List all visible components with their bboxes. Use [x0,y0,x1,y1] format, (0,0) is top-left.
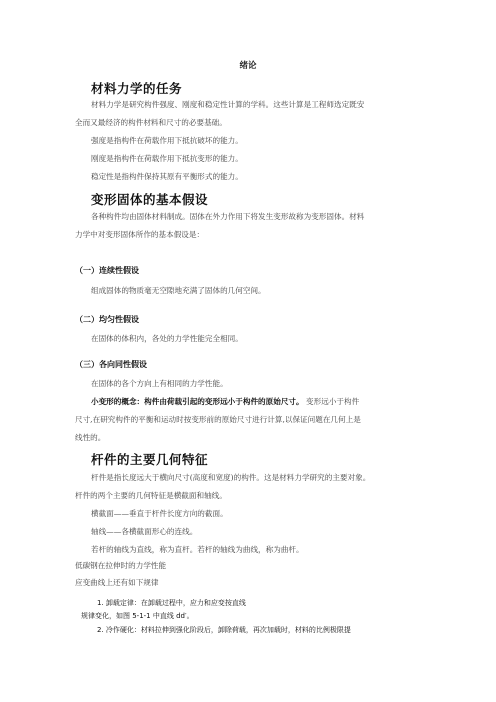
straight-curved-rod: 若杆的轴线为直线，称为直杆。若杆的轴线为曲线，称为曲杆。 [91,545,304,554]
assumptions-intro-line2: 力学中对变形固体所作的基本假设是： [75,230,205,239]
heading-material-mechanics-task: 材料力学的任务 [91,81,183,96]
task-intro-line2: 全而又最经济的构件材料和尺寸的必要基础。 [75,118,227,127]
unloading-law-line2: 规律变化，如图 5-1-1 中直线 dd′。 [81,612,194,620]
uniformity-heading: （二）均匀性假设 [75,315,139,324]
isotropy-text: 在固体的各个方向上有相同的力学性能。 [91,379,228,388]
rod-intro-line2: 杆件的两个主要的几何特征是横截面和轴线。 [75,491,227,500]
unloading-law-line: 1. 卸载定律：在卸载过程中，应力和应变按直线 [97,599,246,607]
assumptions-intro-line1: 各种构件均由固体材料制成。固体在外力作用下将发生变形故称为变形固体。材料 [91,212,365,221]
curve-rule-line: 应变曲线上还有如下规律 [75,578,159,587]
page-title: 绪论 [239,61,257,71]
continuity-text: 组成固体的物质毫无空隙地充满了固体的几何空间。 [91,286,266,295]
stability-definition: 稳定性是指构件保持其原有平衡形式的能力。 [91,172,243,181]
axis-definition: 轴线——各横截面形心的连线。 [91,527,198,536]
uniformity-text: 在固体的体积内，各处的力学性能完全相同。 [91,334,243,343]
small-deformation-concept: 小变形的概念：构件由荷载引起的变形远小于构件的原始尺寸。 [91,397,304,406]
rod-intro-line1: 杆件是指长度远大于横向尺寸(高度和宽度)的构件。这是材料力学研究的主要对象。 [91,473,371,482]
small-deformation-line1-rest: 变形远小于构件 [306,397,360,406]
task-intro-line1: 材料力学是研究构件强度、刚度和稳定性计算的学科。这些计算是工程师选定既安 [91,100,365,109]
heading-basic-assumptions: 变形固体的基本假设 [91,192,209,207]
small-deformation-line3: 线性的。 [75,433,106,442]
strength-definition: 强度是指构件在荷载作用下抵抗破坏的能力。 [91,136,243,145]
stiffness-definition: 刚度是指构件在荷载作用下抵抗变形的能力。 [91,154,243,163]
continuity-heading: （一）连续性假设 [75,266,139,275]
small-deformation-line1 [91,395,359,408]
isotropy-heading: （三）各向同性假设 [75,360,147,369]
scanned-figure-excerpt [75,568,435,634]
small-deformation-line2: 尺寸,在研究构件的平衡和运动时按变形前的原始尺寸进行计算,以保证问题在几何上是 [75,415,361,424]
cross-section-definition: 横截面——垂直于杆件长度方向的截面。 [91,509,228,518]
cold-hardening-line: 2. 冷作硬化：材料拉伸到强化阶段后，卸除荷载，再次加载时，材料的比例极限提 [97,626,351,634]
low-carbon-steel-line: 低碳钢在拉伸时的力学性能 [75,561,167,570]
heading-rod-geometry: 杆件的主要几何特征 [91,452,209,467]
